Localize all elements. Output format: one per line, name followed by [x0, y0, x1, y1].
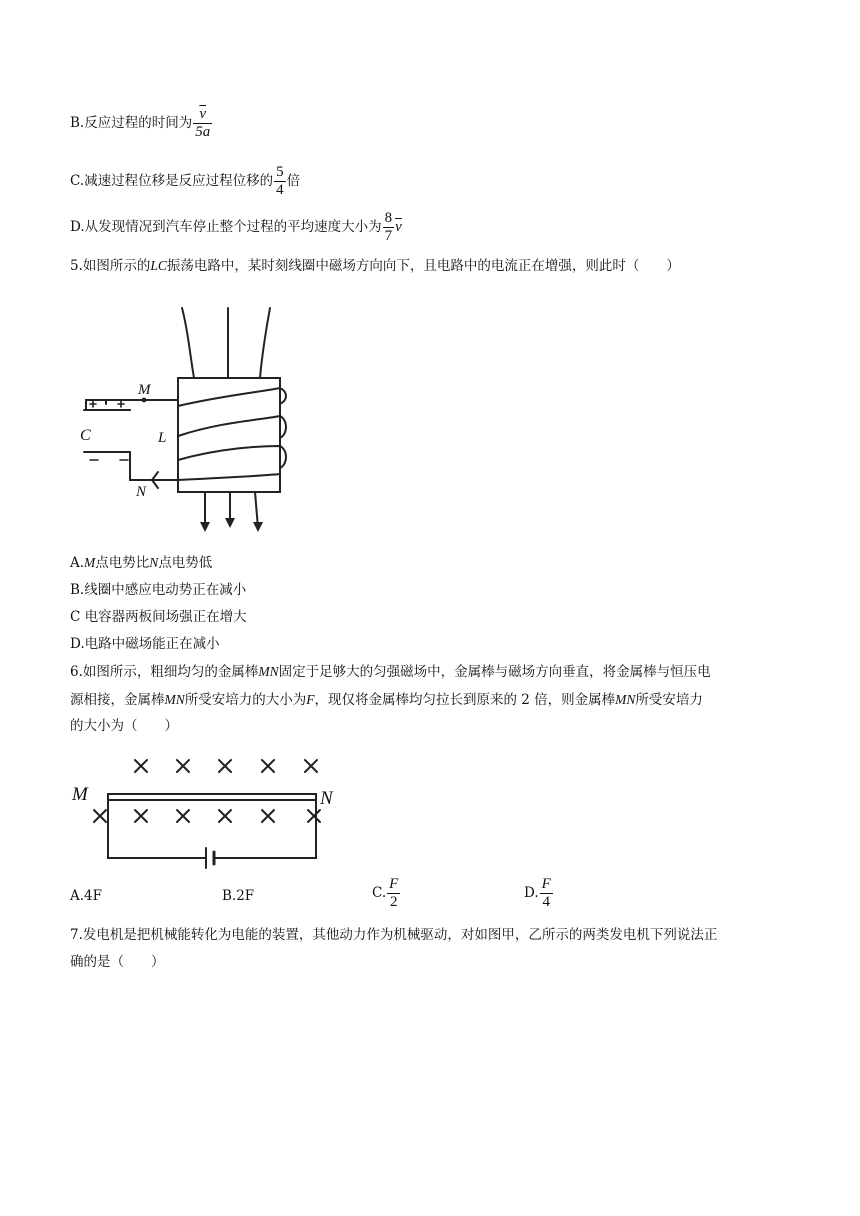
q5-option-b[interactable]: B.线圈中感应电动势正在减小	[70, 582, 247, 598]
label-l: L	[158, 430, 167, 446]
q4-option-d[interactable]: D.从发现情况到汽车停止整个过程的平均速度大小为 $\frac{8}{7}$ $\overline{v}$	[70, 210, 402, 244]
label-n: N	[136, 484, 147, 500]
label-m: M	[72, 784, 88, 805]
q5-option-a[interactable]: A.M点电势比N点电势低	[70, 555, 213, 571]
q5-option-d[interactable]: D.电路中磁场能正在减小	[70, 636, 220, 652]
lc-circuit-figure	[70, 300, 300, 540]
label-n: N	[320, 788, 333, 809]
q6-stem-line-2: 源相接，金属棒MN所受安培力的大小为F，现仅将金属棒均匀拉长到原来的 2 倍，则金属棒MN所受安培力	[70, 692, 703, 708]
fraction: $\frac{\overline{v}}{5a}$	[195, 106, 211, 140]
q6-option-b[interactable]: B.2F	[222, 888, 255, 904]
fraction: $\frac{F}{4}$	[541, 876, 551, 910]
label-m: M	[138, 382, 151, 398]
q6-option-c[interactable]: C. $\frac{F}{2}$	[372, 876, 399, 910]
q6-stem-line-1: 6.如图所示，粗细均匀的金属棒MN固定于足够大的匀强磁场中，金属棒与磁场方向垂直，将金属棒与恒压电	[70, 664, 711, 680]
q6-stem-line-3: 的大小为（ ）	[70, 718, 178, 734]
q5-stem: 5.如图所示的LC振荡电路中，某时刻线圈中磁场方向向下，且电路中的电流正在增强，则此时（ ）	[70, 258, 680, 274]
q7-stem-line-2: 确的是（ ）	[70, 954, 165, 970]
q6-option-a[interactable]: A.4F	[70, 888, 102, 904]
fraction: $\frac{5}{4}$	[276, 164, 284, 198]
q7-stem-line-1: 7.发电机是把机械能转化为电能的装置，其他动力作为机械驱动，对如图甲，乙所示的两类发电机下列说法正	[70, 927, 718, 943]
label-c: C	[80, 427, 91, 444]
q4-option-b[interactable]: B.反应过程的时间为 $\frac{\overline{v}}{5a}$	[70, 106, 211, 140]
q4-option-c[interactable]: C.减速过程位移是反应过程位移的 $\frac{5}{4}$ 倍	[70, 164, 301, 198]
fraction: $\frac{8}{7}$	[384, 210, 393, 244]
fraction: $\frac{F}{2}$	[389, 876, 399, 910]
magnetic-field-rod-figure	[70, 752, 340, 872]
q6-option-d[interactable]: D. $\frac{F}{4}$	[524, 876, 551, 910]
q5-option-c[interactable]: C 电容器两板间场强正在增大	[70, 609, 247, 625]
